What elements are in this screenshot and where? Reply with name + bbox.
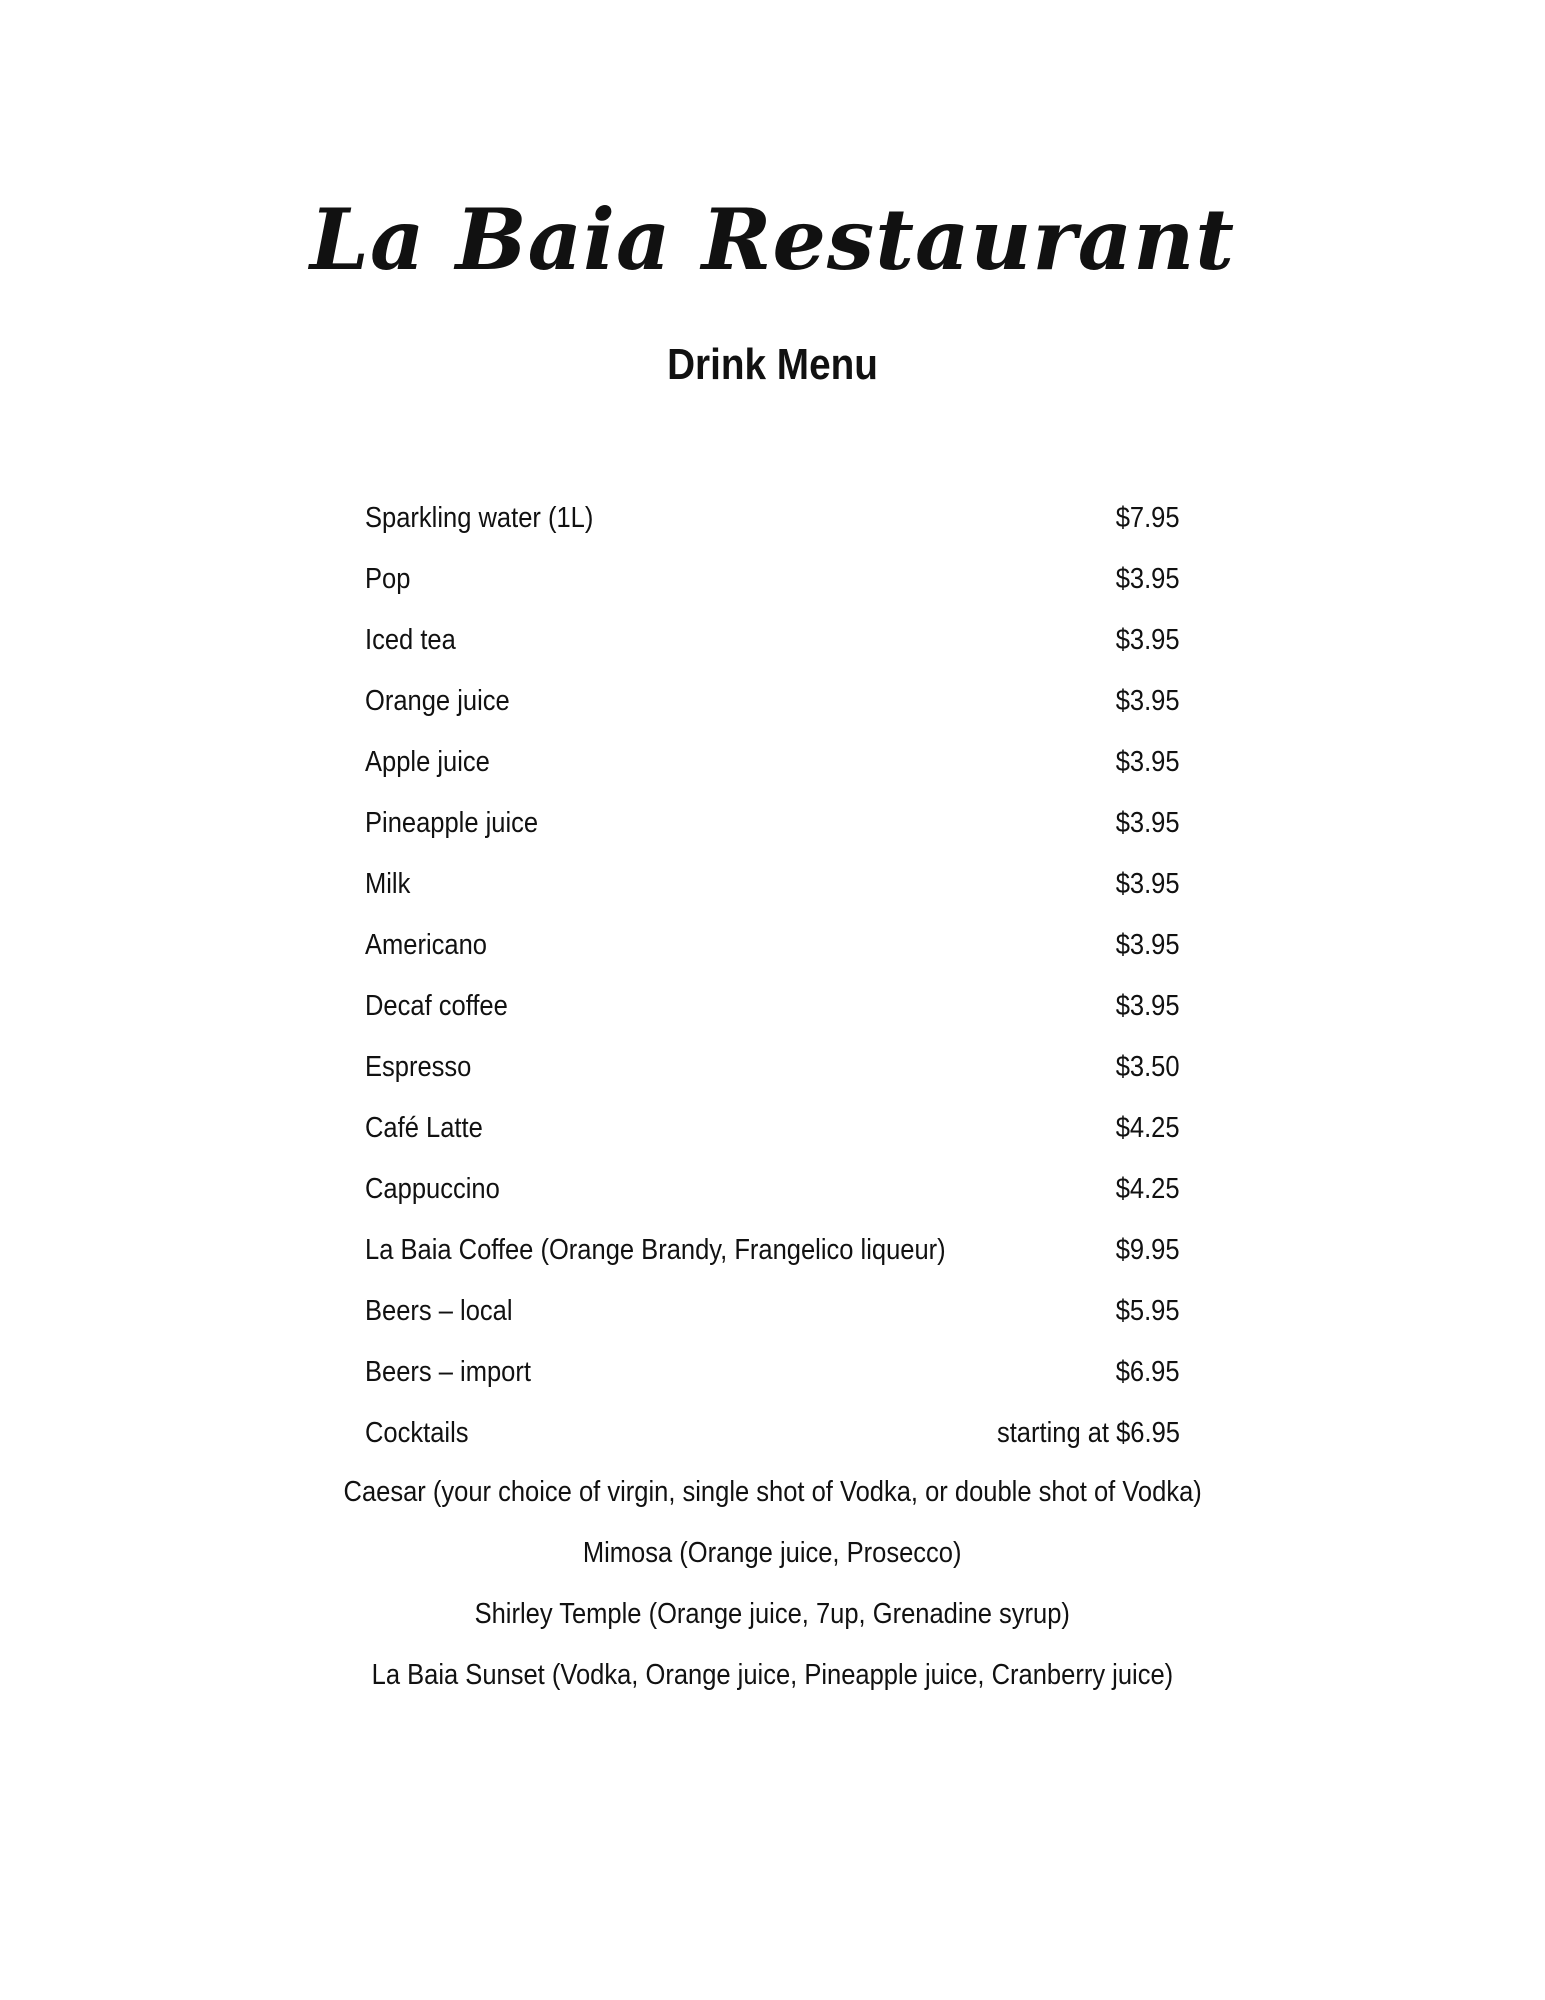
item-price: starting at $6.95 bbox=[996, 1417, 1180, 1449]
item-price: $3.95 bbox=[1116, 746, 1180, 778]
item-name: Orange juice bbox=[365, 685, 510, 717]
item-name: Beers – import bbox=[365, 1356, 531, 1388]
item-name: Milk bbox=[365, 868, 411, 900]
cocktail-description: Caesar (your choice of virgin, single shot of Vodka, or double shot of Vodka) bbox=[343, 1476, 1202, 1508]
item-price: $3.95 bbox=[1116, 990, 1180, 1022]
cocktail-description: Mimosa (Orange juice, Prosecco) bbox=[583, 1537, 962, 1569]
cocktail-item bbox=[0, 1528, 1545, 1589]
item-name: Espresso bbox=[365, 1051, 472, 1083]
cocktail-item bbox=[0, 1650, 1545, 1711]
item-price: $4.25 bbox=[1116, 1173, 1180, 1205]
item-name: Café Latte bbox=[365, 1112, 483, 1144]
drink-item-list bbox=[365, 493, 1180, 1469]
cocktail-item bbox=[0, 1467, 1545, 1528]
menu-row bbox=[365, 1042, 1180, 1103]
item-name: Sparkling water (1L) bbox=[365, 502, 594, 534]
menu-row bbox=[365, 920, 1180, 981]
item-name: Decaf coffee bbox=[365, 990, 508, 1022]
item-price: $3.95 bbox=[1116, 929, 1180, 961]
menu-row bbox=[365, 1347, 1180, 1408]
item-price: $3.50 bbox=[1116, 1051, 1180, 1083]
item-price: $4.25 bbox=[1116, 1112, 1180, 1144]
menu-row bbox=[365, 493, 1180, 554]
item-price: $7.95 bbox=[1116, 502, 1180, 534]
menu-row bbox=[365, 1103, 1180, 1164]
item-name: Pineapple juice bbox=[365, 807, 539, 839]
item-name: Cocktails bbox=[365, 1417, 469, 1449]
cocktail-description: La Baia Sunset (Vodka, Orange juice, Pineapple juice, Cranberry juice) bbox=[371, 1659, 1174, 1691]
item-price: $6.95 bbox=[1116, 1356, 1180, 1388]
menu-row bbox=[365, 1408, 1180, 1469]
cocktail-description: Shirley Temple (Orange juice, 7up, Grenadine syrup) bbox=[474, 1598, 1071, 1630]
item-name: La Baia Coffee (Orange Brandy, Frangelico liqueur) bbox=[365, 1234, 946, 1266]
menu-row bbox=[365, 676, 1180, 737]
menu-row bbox=[365, 981, 1180, 1042]
item-price: $3.95 bbox=[1116, 563, 1180, 595]
item-price: $3.95 bbox=[1116, 685, 1180, 717]
menu-row bbox=[365, 798, 1180, 859]
menu-row bbox=[365, 1286, 1180, 1347]
menu-row bbox=[365, 554, 1180, 615]
menu-row bbox=[365, 859, 1180, 920]
menu-row bbox=[365, 737, 1180, 798]
menu-row bbox=[365, 1164, 1180, 1225]
item-name: Beers – local bbox=[365, 1295, 513, 1327]
item-name: Apple juice bbox=[365, 746, 490, 778]
item-price: $5.95 bbox=[1116, 1295, 1180, 1327]
item-name: Pop bbox=[365, 563, 411, 595]
item-name: Cappuccino bbox=[365, 1173, 500, 1205]
item-price: $9.95 bbox=[1116, 1234, 1180, 1266]
item-price: $3.95 bbox=[1116, 624, 1180, 656]
item-name: Americano bbox=[365, 929, 487, 961]
cocktail-item bbox=[0, 1589, 1545, 1650]
item-price: $3.95 bbox=[1116, 807, 1180, 839]
menu-title: Drink Menu bbox=[667, 340, 878, 389]
menu-row bbox=[365, 1225, 1180, 1286]
item-name: Iced tea bbox=[365, 624, 456, 656]
restaurant-name: La Baia Restaurant bbox=[309, 190, 1236, 289]
cocktail-list bbox=[0, 1467, 1545, 1711]
item-price: $3.95 bbox=[1116, 868, 1180, 900]
menu-row bbox=[365, 615, 1180, 676]
